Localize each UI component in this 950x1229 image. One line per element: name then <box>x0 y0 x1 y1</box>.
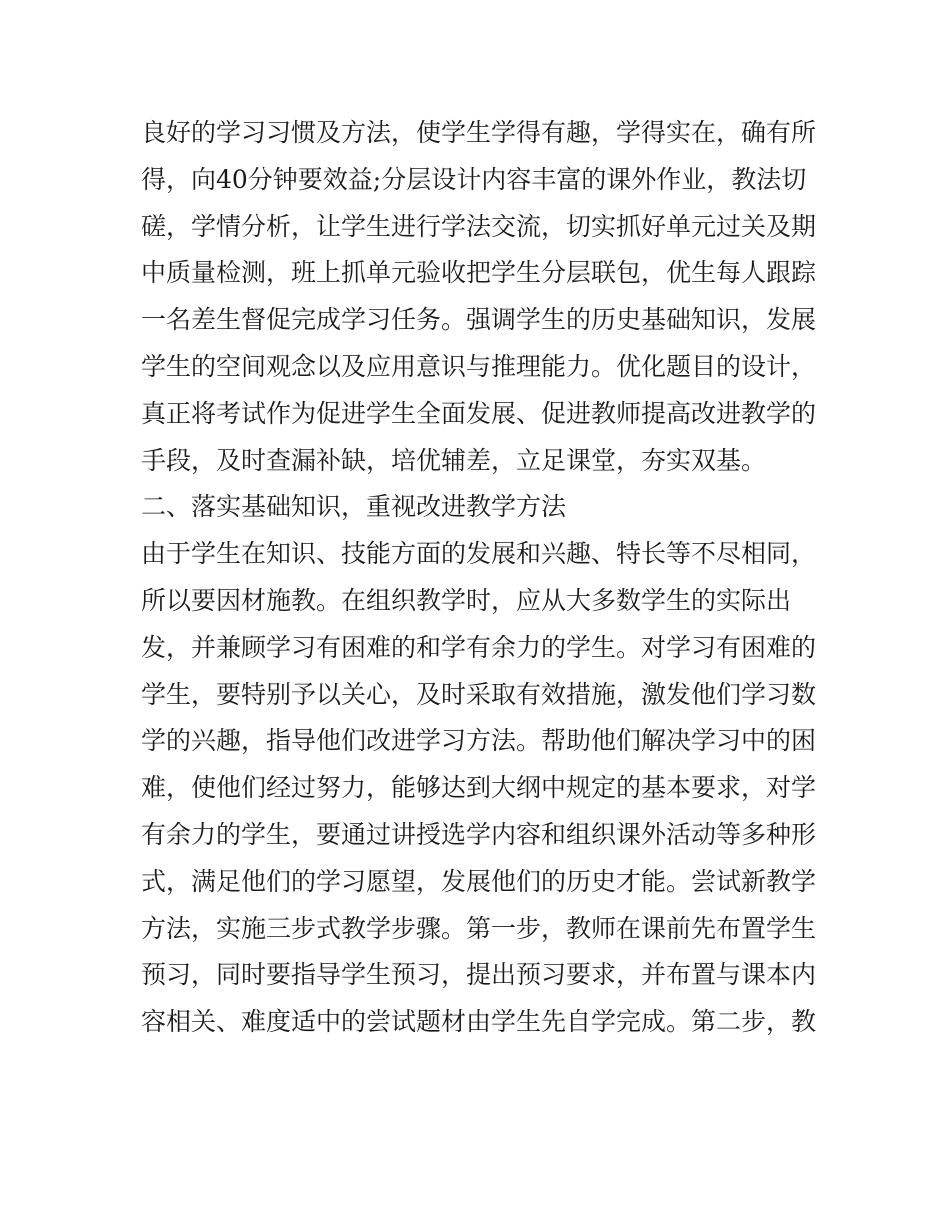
text-line: 由于学生在知识、技能方面的发展和兴趣、特长等不尽相同， <box>141 539 817 569</box>
text-line: 预习，同时要指导学生预习，提出预习要求，并布置与课本内 <box>141 960 817 990</box>
text-line: 磋，学情分析，让学生进行学法交流，切实抓好单元过关及期 <box>141 211 817 241</box>
text-line: 所以要因材施教。在组织教学时，应从大多数学生的实际出 <box>141 585 792 615</box>
text-line: 发，并兼顾学习有困难的和学有余力的学生。对学习有困难的 <box>141 632 817 662</box>
text-line: 得，向40分钟要效益;分层设计内容丰富的课外作业，教法切 <box>141 164 807 194</box>
text-line: 中质量检测，班上抓单元验收把学生分层联包，优生每人跟踪 <box>141 258 817 288</box>
text-line: 有余力的学生，要通过讲授选学内容和组织课外活动等多种形 <box>141 819 817 849</box>
text-line: 容相关、难度适中的尝试题材由学生先自学完成。第二步，教 <box>141 1007 817 1037</box>
text-line: 难，使他们经过努力，能够达到大纲中规定的基本要求，对学 <box>141 773 817 803</box>
text-line: 一名差生督促完成学习任务。强调学生的历史基础知识，发展 <box>141 305 817 335</box>
text-line: 学的兴趣，指导他们改进学习方法。帮助他们解决学习中的困 <box>141 726 817 756</box>
text-line: 学生的空间观念以及应用意识与推理能力。优化题目的设计， <box>141 351 817 381</box>
section-heading: 二、落实基础知识，重视改进教学方法 <box>141 492 567 522</box>
text-line: 学生，要特别予以关心，及时采取有效措施，激发他们学习数 <box>141 679 817 709</box>
text-line: 方法，实施三步式教学步骤。第一步，教师在课前先布置学生 <box>141 913 817 943</box>
text-line: 真正将考试作为促进学生全面发展、促进教师提高改进教学的 <box>141 398 817 428</box>
text-line: 良好的学习习惯及方法，使学生学得有趣，学得实在，确有所 <box>141 118 817 147</box>
text-line: 式，满足他们的学习愿望，发展他们的历史才能。尝试新教学 <box>141 866 817 896</box>
document-body <box>141 110 821 1046</box>
text-line: 手段，及时查漏补缺，培优辅差，立足课堂，夯实双基。 <box>141 445 767 475</box>
